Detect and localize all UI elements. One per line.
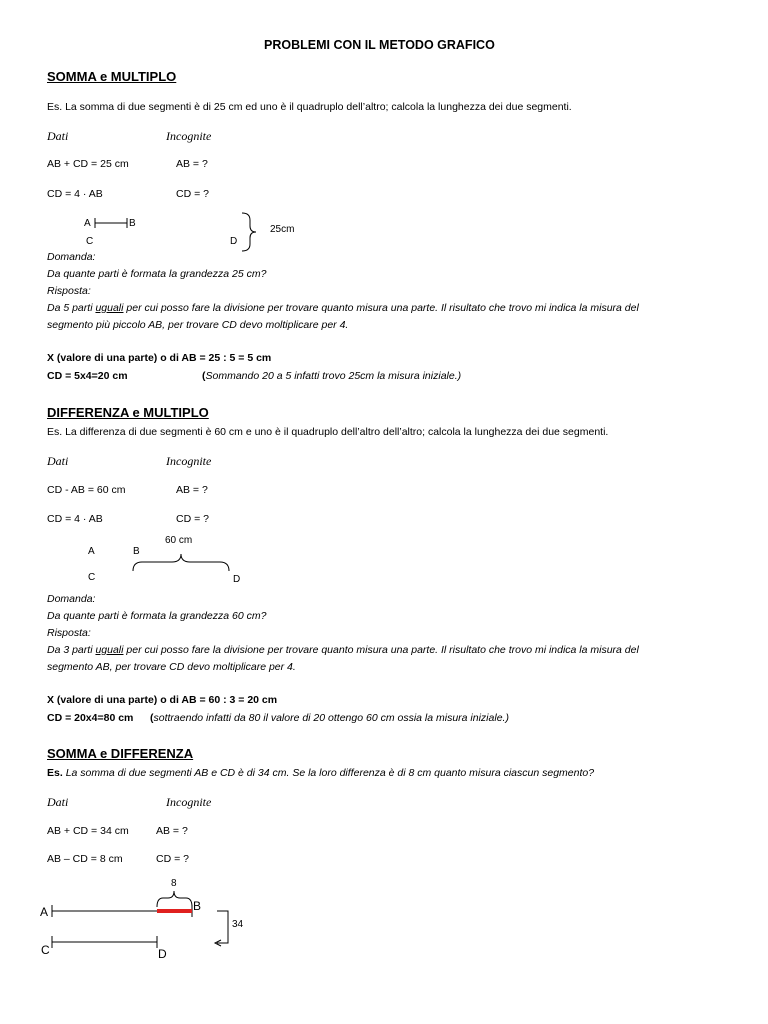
unknown-2: CD = ? [156, 853, 189, 865]
unknown-1: AB = ? [176, 158, 208, 170]
result-1: X (valore di una parte) o di AB = 25 : 5 = 5 cm [47, 352, 272, 364]
point-d-label: D [230, 236, 238, 247]
point-a-label: A [84, 218, 91, 229]
unknown-2: CD = ? [176, 513, 209, 525]
problem-text: Es. La differenza di due segmenti è 60 cm e uno è il quadruplo dell’altro dell’altro; calcola la lunghezza dei due segmenti. [47, 426, 609, 438]
brace-label: 25cm [270, 224, 295, 235]
problem-text: Es. La somma di due segmenti è di 25 cm ed uno è il quadruplo dell’altro; calcola la lunghezza dei due segmenti. [47, 101, 572, 113]
difference-label: 8 [171, 878, 177, 889]
question-text: Da quante parti è formata la grandezza 25 cm? [47, 268, 267, 280]
top-brace-icon [133, 554, 229, 571]
incognite-label: Incognite [166, 129, 212, 143]
question-label: Domanda: [47, 251, 96, 263]
given-2: CD = 4 · AB [47, 513, 103, 525]
answer-line-2: segmento AB, per trovare CD devo moltiplicare per 4. [47, 661, 296, 673]
answer-label: Risposta: [47, 627, 91, 639]
section-heading-somma-multiplo: SOMMA e MULTIPLO [47, 69, 177, 84]
dati-label: Dati [47, 795, 69, 809]
result-2: CD = 5x4=20 cm [47, 370, 128, 382]
segment-cd [52, 936, 157, 948]
dati-label: Dati [47, 129, 69, 143]
answer-line-1: Da 5 parti uguali per cui posso fare la divisione per trovare quanto misura una parte. Il risultato che trovo mi indica la misura del [47, 302, 639, 314]
point-b-label: B [193, 899, 202, 913]
point-a-label: A [88, 546, 95, 557]
page-title: PROBLEMI CON IL METODO GRAFICO [264, 38, 495, 52]
question-text: Da quante parti è formata la grandezza 60 cm? [47, 610, 267, 622]
incognite-label: Incognite [166, 795, 212, 809]
given-2: AB – CD = 8 cm [47, 853, 123, 865]
dati-label: Dati [47, 454, 69, 468]
point-d-label: D [233, 574, 241, 585]
answer-line-1: Da 3 parti uguali per cui posso fare la divisione per trovare quanto misura una parte. Il risultato che trovo mi indica la misura del [47, 644, 639, 656]
result-1: X (valore di una parte) o di AB = 60 : 3 = 20 cm [47, 694, 278, 706]
result-2-note: (sottraendo infatti da 80 il valore di 20 ottengo 60 cm ossia la misura iniziale.) [150, 712, 509, 724]
point-d-label: D [158, 947, 167, 961]
section-heading-differenza-multiplo: DIFFERENZA e MULTIPLO [47, 405, 209, 420]
brace-label: 60 cm [165, 535, 193, 546]
given-1: AB + CD = 25 cm [47, 158, 129, 170]
problem-text: Es. La somma di due segmenti AB e CD è di 34 cm. Se la loro differenza è di 8 cm quanto misura ciascun segmento? [47, 767, 595, 779]
point-b-label: B [133, 546, 140, 557]
sum-label: 34 [232, 919, 244, 930]
incognite-label: Incognite [166, 454, 212, 468]
point-c-label: C [86, 236, 94, 247]
result-2: CD = 20x4=80 cm [47, 712, 134, 724]
right-brace-icon [217, 911, 228, 943]
result-2-note: (Sommando 20 a 5 infatti trovo 25cm la misura iniziale.) [202, 370, 462, 382]
answer-label: Risposta: [47, 285, 91, 297]
segment-ab [95, 218, 127, 228]
given-1: CD - AB = 60 cm [47, 484, 126, 496]
point-a-label: A [40, 905, 49, 919]
point-c-label: C [41, 943, 50, 957]
right-brace-icon [242, 213, 256, 251]
top-brace-icon [157, 891, 192, 907]
unknown-1: AB = ? [176, 484, 208, 496]
unknown-2: CD = ? [176, 188, 209, 200]
unknown-1: AB = ? [156, 825, 188, 837]
answer-line-2: segmento più piccolo AB, per trovare CD devo moltiplicare per 4. [47, 319, 349, 331]
given-1: AB + CD = 34 cm [47, 825, 129, 837]
section-heading-somma-differenza: SOMMA e DIFFERENZA [47, 746, 194, 761]
question-label: Domanda: [47, 593, 96, 605]
point-c-label: C [88, 572, 96, 583]
given-2: CD = 4 · AB [47, 188, 103, 200]
point-b-label: B [129, 218, 136, 229]
